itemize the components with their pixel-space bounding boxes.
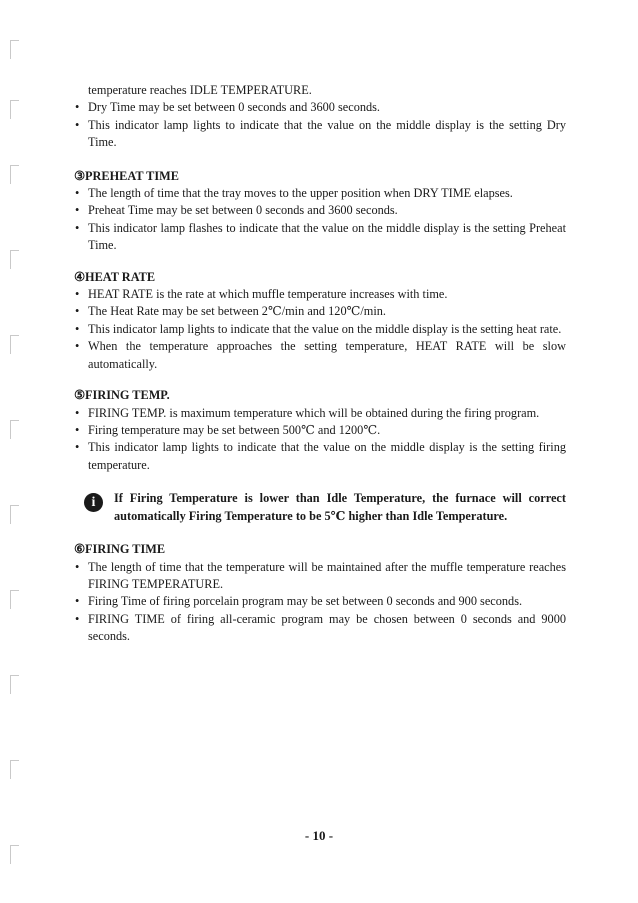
margin-tick: [10, 420, 19, 439]
list-item: • This indicator lamp lights to indicate that the value on the middle display is the setting heat rate.: [74, 321, 566, 338]
info-icon: i: [84, 493, 103, 512]
margin-tick: [10, 505, 19, 524]
list-item: • Dry Time may be set between 0 seconds and 3600 seconds.: [74, 99, 566, 116]
list-item: • Preheat Time may be set between 0 seconds and 3600 seconds.: [74, 202, 566, 219]
margin-tick: [10, 165, 19, 184]
section-heading-firing-temp: ⑤FIRING TEMP.: [74, 388, 170, 403]
section-heading-heat-rate: ④HEAT RATE: [74, 269, 156, 284]
list-item: • This indicator lamp lights to indicate that the value on the middle display is the setting Dry Time.: [74, 117, 566, 152]
margin-tick: [10, 335, 19, 354]
list-item: • Firing Time of firing porcelain program may be set between 0 seconds and 900 seconds.: [74, 593, 566, 610]
list-item: • FIRING TIME of firing all-ceramic program may be chosen between 0 seconds and 9000 seconds.: [74, 611, 566, 646]
list-item: • Firing temperature may be set between 500℃ and 1200℃.: [74, 422, 566, 439]
list-item: • FIRING TEMP. is maximum temperature which will be obtained during the firing program.: [74, 405, 566, 422]
list-item: • HEAT RATE is the rate at which muffle temperature increases with time.: [74, 286, 566, 303]
warning-text: If Firing Temperature is lower than Idle Temperature, the furnace will correct automatically Firing Temperature to be 5℃ higher than Idle Temperature.: [114, 491, 566, 524]
list-item: • The length of time that the temperature will be maintained after the muffle temperature reaches FIRING TEMPERATURE.: [74, 559, 566, 594]
warning-note: [74, 489, 566, 525]
margin-tick: [10, 675, 19, 694]
margin-tick: [10, 760, 19, 779]
list-item: • The length of time that the tray moves to the upper position when DRY TIME elapses.: [74, 185, 566, 202]
margin-tick: [10, 100, 19, 119]
page-number: - 10 -: [304, 828, 334, 843]
margin-tick: [10, 845, 19, 864]
margin-tick: [10, 250, 19, 269]
list-item: • This indicator lamp flashes to indicate that the value on the middle display is the setting Preheat Time.: [74, 220, 566, 255]
intro-line: temperature reaches IDLE TEMPERATURE.: [88, 83, 312, 97]
section-heading-firing-time: ⑥FIRING TIME: [74, 542, 166, 557]
margin-tick: [10, 590, 19, 609]
list-item: • This indicator lamp lights to indicate that the value on the middle display is the setting firing temperature.: [74, 439, 566, 474]
list-item: • When the temperature approaches the setting temperature, HEAT RATE will be slow automatically.: [74, 338, 566, 373]
list-item: • The Heat Rate may be set between 2℃/min and 120℃/min.: [74, 303, 566, 320]
binding-margin-marks: [0, 0, 30, 903]
page-body: [74, 82, 566, 646]
section-heading-preheat-time: ③PREHEAT TIME: [74, 168, 179, 183]
margin-tick: [10, 40, 19, 59]
